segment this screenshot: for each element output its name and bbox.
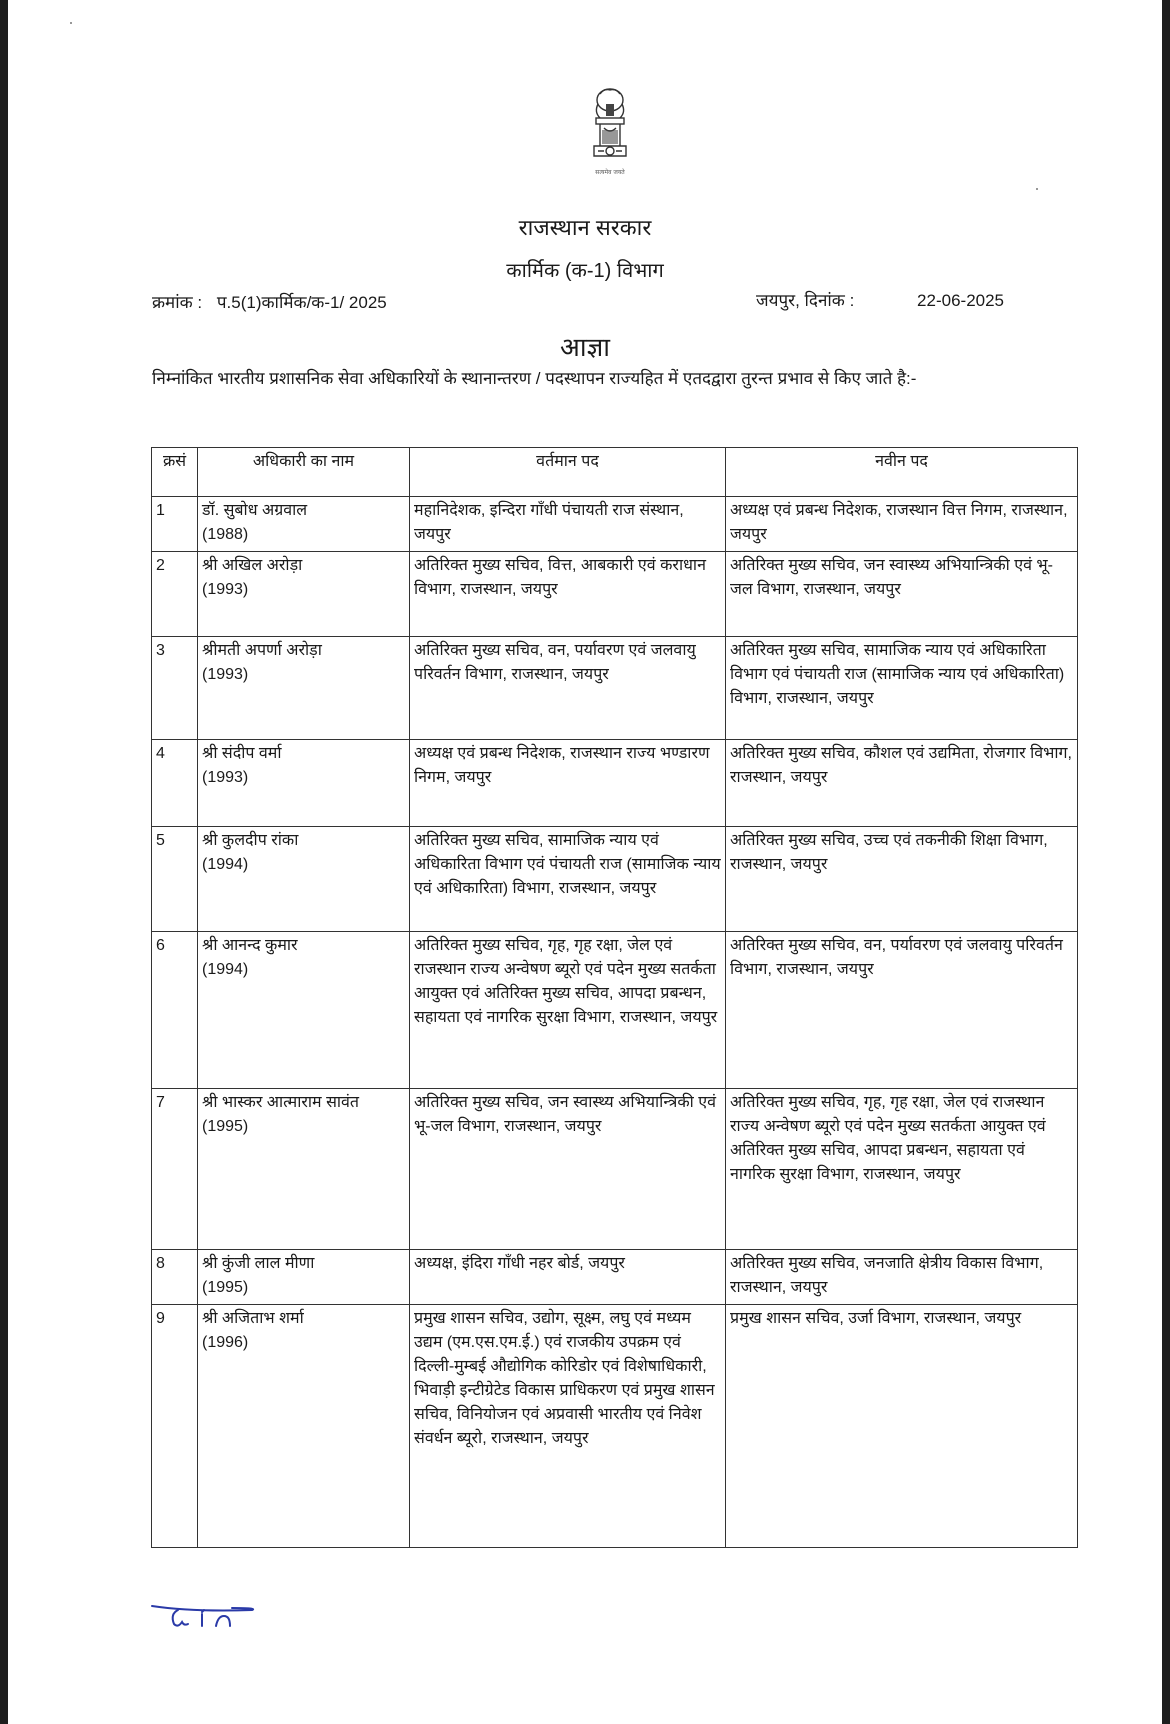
cell-sn: 1 [152, 497, 198, 552]
cell-sn: 2 [152, 552, 198, 637]
cell-current-post: महानिदेशक, इन्दिरा गाँधी पंचायती राज संस्थान, जयपुर [410, 497, 726, 552]
officer-name: श्री आनन्द कुमार [202, 937, 298, 954]
officer-batch: (1988) [202, 526, 249, 543]
officer-batch: (1993) [202, 666, 249, 683]
national-emblem-icon [578, 84, 642, 180]
cell-current-post: अतिरिक्त मुख्य सचिव, गृह, गृह रक्षा, जेल एवं राजस्थान राज्य अन्वेषण ब्यूरो एवं पदेन मुख्य सतर्कता आयुक्त एवं अतिरिक्त मुख्य सचिव, आपदा प्रबन्धन, सहायता एवं नागरिक सुरक्षा विभाग, राजस्थान, जयपुर [410, 932, 726, 1089]
officer-batch: (1994) [202, 856, 249, 873]
cell-sn: 6 [152, 932, 198, 1089]
place-date [756, 288, 1004, 311]
table-row [152, 932, 1078, 1089]
table-row [152, 1305, 1078, 1548]
cell-officer [198, 497, 410, 552]
order-title: आज्ञा [560, 332, 610, 362]
scan-speck [1036, 188, 1038, 190]
cell-current-post: अध्यक्ष, इंदिरा गाँधी नहर बोर्ड, जयपुर [410, 1250, 726, 1305]
cell-sn: 4 [152, 740, 198, 827]
officer-batch: (1993) [202, 769, 249, 786]
cell-current-post: अतिरिक्त मुख्य सचिव, वन, पर्यावरण एवं जलवायु परिवर्तन विभाग, राजस्थान, जयपुर [410, 637, 726, 740]
cell-sn: 9 [152, 1305, 198, 1548]
officer-batch: (1995) [202, 1279, 249, 1296]
table-row [152, 637, 1078, 740]
table-row [152, 1250, 1078, 1305]
department-title: कार्मिक (क-1) विभाग [506, 260, 664, 282]
cell-new-post: अतिरिक्त मुख्य सचिव, वन, पर्यावरण एवं जलवायु परिवर्तन विभाग, राजस्थान, जयपुर [726, 932, 1078, 1089]
date-value: 22-06-2025 [917, 291, 1005, 310]
cell-new-post: अतिरिक्त मुख्य सचिव, जन स्वास्थ्य अभियान्त्रिकी एवं भू-जल विभाग, राजस्थान, जयपुर [726, 552, 1078, 637]
officer-name: श्री कुलदीप रांका [202, 832, 299, 849]
cell-sn: 7 [152, 1089, 198, 1250]
cell-officer [198, 1305, 410, 1548]
officer-batch: (1994) [202, 961, 249, 978]
table-row [152, 497, 1078, 552]
reference-label: क्रमांक : [152, 293, 203, 312]
reference-value: प.5(1)कार्मिक/क-1/ 2025 [216, 293, 387, 312]
cell-officer [198, 1089, 410, 1250]
officer-name: श्रीमती अपर्णा अरोड़ा [202, 642, 322, 659]
cell-officer [198, 637, 410, 740]
handwritten-signature-icon [148, 1598, 268, 1638]
column-header-name: अधिकारी का नाम [198, 448, 410, 497]
cell-current-post: प्रमुख शासन सचिव, उद्योग, सूक्ष्म, लघु एवं मध्यम उद्यम (एम.एस.एम.ई.) एवं राजकीय उपक्रम एवं दिल्ली-मुम्बई औद्योगिक कोरिडोर एवं विशेषाधिकारी, भिवाड़ी इन्टीग्रेटेड विकास प्राधिकरण एवं प्रमुख शासन सचिव, विनियोजन एवं अप्रवासी भारतीय एवं निवेश संवर्धन ब्यूरो, राजस्थान, जयपुर [410, 1305, 726, 1548]
officer-name: श्री भास्कर आत्माराम सावंत [202, 1094, 360, 1111]
column-header-new-post: नवीन पद [726, 448, 1078, 497]
transfer-table [151, 447, 1078, 1548]
officer-name: श्री संदीप वर्मा [202, 745, 282, 762]
officer-batch: (1995) [202, 1118, 249, 1135]
cell-sn: 5 [152, 827, 198, 932]
officer-batch: (1996) [202, 1334, 249, 1351]
officer-name: श्री कुंजी लाल मीणा [202, 1255, 315, 1272]
column-header-current-post: वर्तमान पद [410, 448, 726, 497]
table-row [152, 1089, 1078, 1250]
emblem-motto: सत्यमेव जयते [595, 169, 625, 176]
cell-current-post: अध्यक्ष एवं प्रबन्ध निदेशक, राजस्थान राज्य भण्डारण निगम, जयपुर [410, 740, 726, 827]
reference-number [152, 290, 387, 313]
officer-name: श्री अजिताभ शर्मा [202, 1310, 304, 1327]
cell-sn: 3 [152, 637, 198, 740]
officer-batch: (1993) [202, 581, 249, 598]
column-header-sn: क्रसं [152, 448, 198, 497]
table-header-row [152, 448, 1078, 497]
cell-new-post: प्रमुख शासन सचिव, उर्जा विभाग, राजस्थान, जयपुर [726, 1305, 1078, 1548]
cell-new-post: अतिरिक्त मुख्य सचिव, सामाजिक न्याय एवं अधिकारिता विभाग एवं पंचायती राज (सामाजिक न्याय एवं अधिकारिता) विभाग, राजस्थान, जयपुर [726, 637, 1078, 740]
table-row [152, 740, 1078, 827]
officer-name: डॉ. सुबोध अग्रवाल [202, 502, 308, 519]
cell-officer [198, 1250, 410, 1305]
cell-current-post: अतिरिक्त मुख्य सचिव, जन स्वास्थ्य अभियान्त्रिकी एवं भू-जल विभाग, राजस्थान, जयपुर [410, 1089, 726, 1250]
government-title: राजस्थान सरकार [518, 215, 652, 240]
cell-officer [198, 552, 410, 637]
cell-new-post: अतिरिक्त मुख्य सचिव, गृह, गृह रक्षा, जेल एवं राजस्थान राज्य अन्वेषण ब्यूरो एवं पदेन मुख्य सतर्कता आयुक्त एवं अतिरिक्त मुख्य सचिव, आपदा प्रबन्धन, सहायता एवं नागरिक सुरक्षा विभाग, राजस्थान, जयपुर [726, 1089, 1078, 1250]
cell-current-post: अतिरिक्त मुख्य सचिव, सामाजिक न्याय एवं अधिकारिता विभाग एवं पंचायती राज (सामाजिक न्याय एवं अधिकारिता) विभाग, राजस्थान, जयपुर [410, 827, 726, 932]
scan-speck [70, 22, 72, 24]
officer-name: श्री अखिल अरोड़ा [202, 557, 303, 574]
cell-current-post: अतिरिक्त मुख्य सचिव, वित्त, आबकारी एवं कराधान विभाग, राजस्थान, जयपुर [410, 552, 726, 637]
table-row [152, 827, 1078, 932]
cell-new-post: अतिरिक्त मुख्य सचिव, उच्च एवं तकनीकी शिक्षा विभाग, राजस्थान, जयपुर [726, 827, 1078, 932]
cell-new-post: अतिरिक्त मुख्य सचिव, जनजाति क्षेत्रीय विकास विभाग, राजस्थान, जयपुर [726, 1250, 1078, 1305]
document-page [8, 0, 1162, 1724]
cell-officer [198, 932, 410, 1089]
table-row [152, 552, 1078, 637]
cell-sn: 8 [152, 1250, 198, 1305]
cell-new-post: अतिरिक्त मुख्य सचिव, कौशल एवं उद्यमिता, रोजगार विभाग, राजस्थान, जयपुर [726, 740, 1078, 827]
order-intro: निम्नांकित भारतीय प्रशासनिक सेवा अधिकारियों के स्थानान्तरण / पदस्थापन राज्यहित में एतदद्वारा तुरन्त प्रभाव से किए जाते है:- [152, 369, 917, 388]
cell-officer [198, 740, 410, 827]
cell-officer [198, 827, 410, 932]
place-date-label: जयपुर, दिनांक : [756, 291, 855, 310]
cell-new-post: अध्यक्ष एवं प्रबन्ध निदेशक, राजस्थान वित्त निगम, राजस्थान, जयपुर [726, 497, 1078, 552]
